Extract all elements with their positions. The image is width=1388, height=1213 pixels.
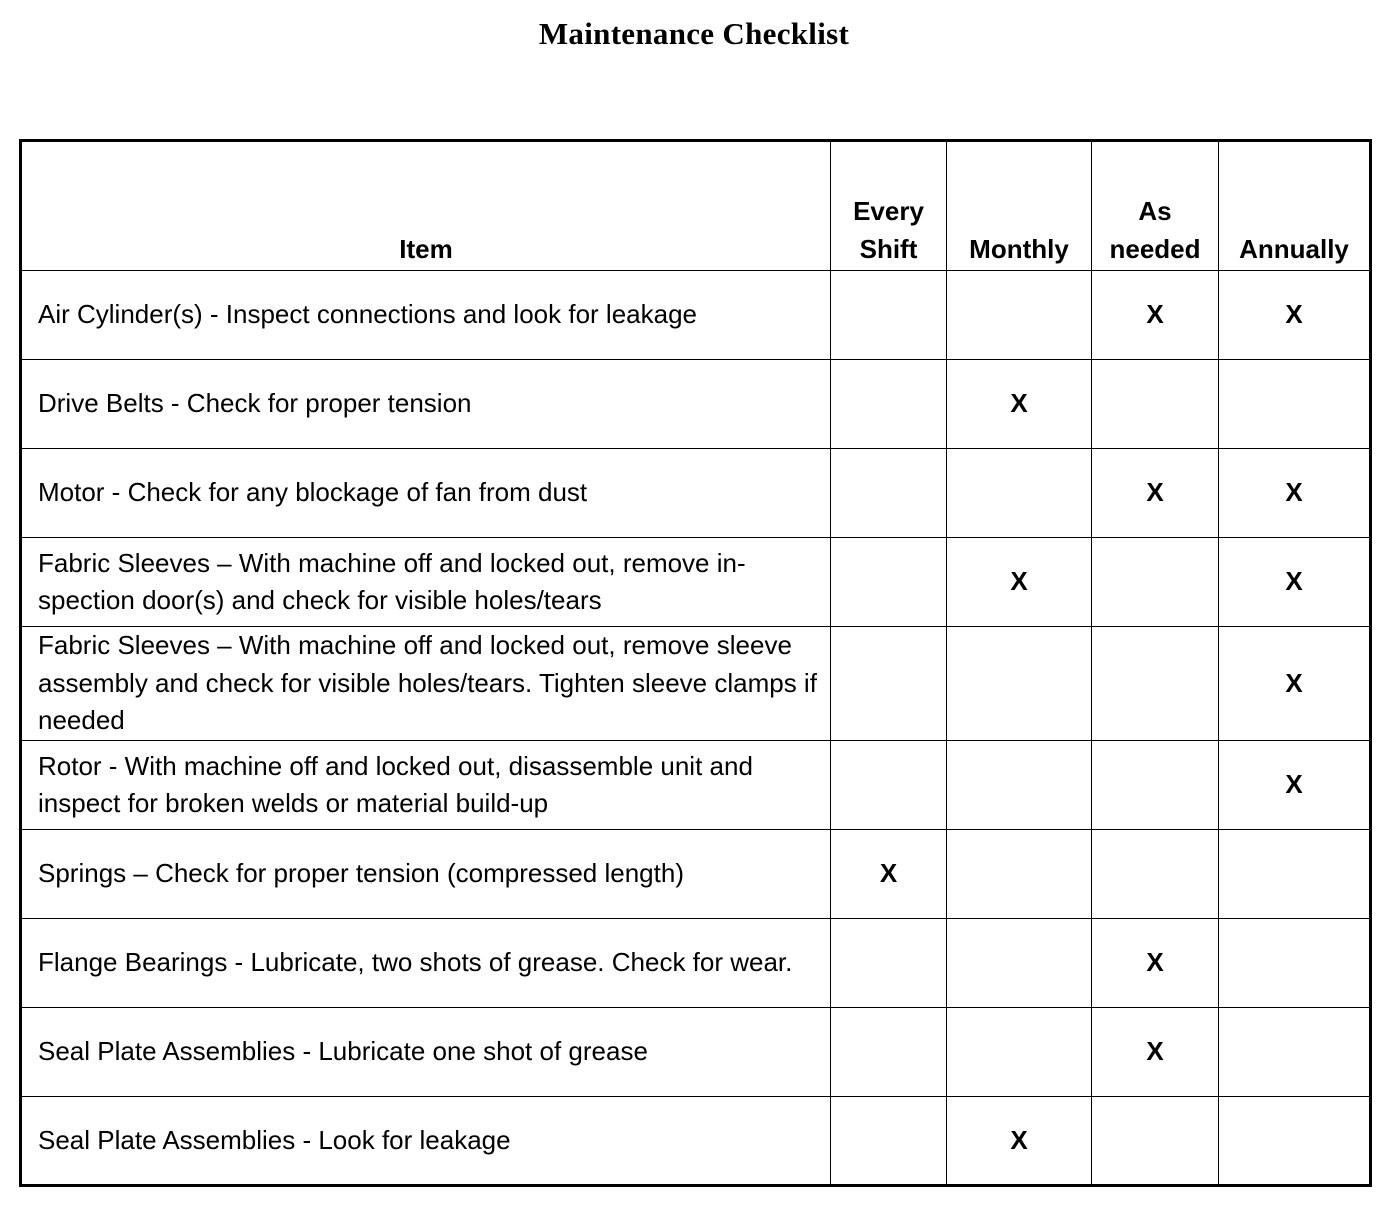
table-row bbox=[21, 271, 1371, 360]
monthly-cell bbox=[947, 1008, 1092, 1097]
monthly-cell bbox=[947, 449, 1092, 538]
every-shift-cell bbox=[831, 538, 947, 627]
annually-cell bbox=[1219, 1097, 1371, 1186]
every-shift-cell bbox=[831, 919, 947, 1008]
header-row bbox=[21, 141, 1371, 271]
monthly-cell bbox=[947, 627, 1092, 741]
item-cell: Fabric Sleeves – With machine off and locked out, remove in-spection door(s) and check for visible holes/tears bbox=[21, 538, 831, 627]
as-needed-cell bbox=[1092, 627, 1219, 741]
every-shift-cell bbox=[831, 360, 947, 449]
annually-cell: X bbox=[1219, 538, 1371, 627]
monthly-cell bbox=[947, 919, 1092, 1008]
annually-cell bbox=[1219, 1008, 1371, 1097]
page-title: Maintenance Checklist bbox=[538, 16, 850, 51]
item-cell: Seal Plate Assemblies - Look for leakage bbox=[21, 1097, 831, 1186]
table-row bbox=[21, 449, 1371, 538]
annually-cell: X bbox=[1219, 449, 1371, 538]
table-row bbox=[21, 1097, 1371, 1186]
monthly-cell bbox=[947, 830, 1092, 919]
monthly-cell bbox=[947, 741, 1092, 830]
header-every-shift bbox=[831, 141, 947, 271]
every-shift-cell bbox=[831, 271, 947, 360]
maintenance-checklist-table bbox=[19, 139, 1372, 1187]
as-needed-cell bbox=[1092, 741, 1219, 830]
monthly-cell: X bbox=[947, 360, 1092, 449]
monthly-cell: X bbox=[947, 538, 1092, 627]
as-needed-cell bbox=[1092, 830, 1219, 919]
table-row bbox=[21, 627, 1371, 741]
header-every-shift-line2: Shift bbox=[859, 233, 918, 264]
header-item-label: Item bbox=[399, 233, 453, 264]
as-needed-cell bbox=[1092, 360, 1219, 449]
table-row bbox=[21, 919, 1371, 1008]
annually-cell: X bbox=[1219, 271, 1371, 360]
header-item bbox=[21, 141, 831, 271]
every-shift-cell bbox=[831, 627, 947, 741]
as-needed-cell: X bbox=[1092, 271, 1219, 360]
item-cell: Flange Bearings - Lubricate, two shots of grease. Check for wear. bbox=[21, 919, 831, 1008]
header-annually-label: Annually bbox=[1239, 233, 1349, 264]
item-cell: Drive Belts - Check for proper tension bbox=[21, 360, 831, 449]
every-shift-cell bbox=[831, 1097, 947, 1186]
item-cell: Motor - Check for any blockage of fan from dust bbox=[21, 449, 831, 538]
as-needed-cell bbox=[1092, 1097, 1219, 1186]
as-needed-cell: X bbox=[1092, 449, 1219, 538]
table-row bbox=[21, 830, 1371, 919]
header-monthly bbox=[947, 141, 1092, 271]
header-as-needed bbox=[1092, 141, 1219, 271]
as-needed-cell: X bbox=[1092, 919, 1219, 1008]
table-row bbox=[21, 360, 1371, 449]
every-shift-cell: X bbox=[831, 830, 947, 919]
monthly-cell: X bbox=[947, 1097, 1092, 1186]
every-shift-cell bbox=[831, 1008, 947, 1097]
annually-cell: X bbox=[1219, 627, 1371, 741]
annually-cell bbox=[1219, 919, 1371, 1008]
every-shift-cell bbox=[831, 741, 947, 830]
item-cell: Springs – Check for proper tension (compressed length) bbox=[21, 830, 831, 919]
item-cell: Seal Plate Assemblies - Lubricate one shot of grease bbox=[21, 1008, 831, 1097]
item-cell: Air Cylinder(s) - Inspect connections and look for leakage bbox=[21, 271, 831, 360]
item-cell: Rotor - With machine off and locked out, disassemble unit and inspect for broken welds or material build-up bbox=[21, 741, 831, 830]
header-monthly-label: Monthly bbox=[969, 233, 1069, 264]
item-cell: Fabric Sleeves – With machine off and locked out, remove sleeve assembly and check for visible holes/tears. Tighten sleeve clamps if needed bbox=[21, 627, 831, 741]
annually-cell bbox=[1219, 360, 1371, 449]
annually-cell bbox=[1219, 830, 1371, 919]
monthly-cell bbox=[947, 271, 1092, 360]
annually-cell: X bbox=[1219, 741, 1371, 830]
table-row bbox=[21, 1008, 1371, 1097]
every-shift-cell bbox=[831, 449, 947, 538]
as-needed-cell: X bbox=[1092, 1008, 1219, 1097]
table-row bbox=[21, 538, 1371, 627]
header-as-needed-line1: As bbox=[1138, 196, 1172, 226]
as-needed-cell bbox=[1092, 538, 1219, 627]
header-as-needed-line2: needed bbox=[1109, 233, 1201, 264]
table-row bbox=[21, 741, 1371, 830]
header-annually bbox=[1219, 141, 1371, 271]
header-every-shift-line1: Every bbox=[853, 196, 924, 226]
